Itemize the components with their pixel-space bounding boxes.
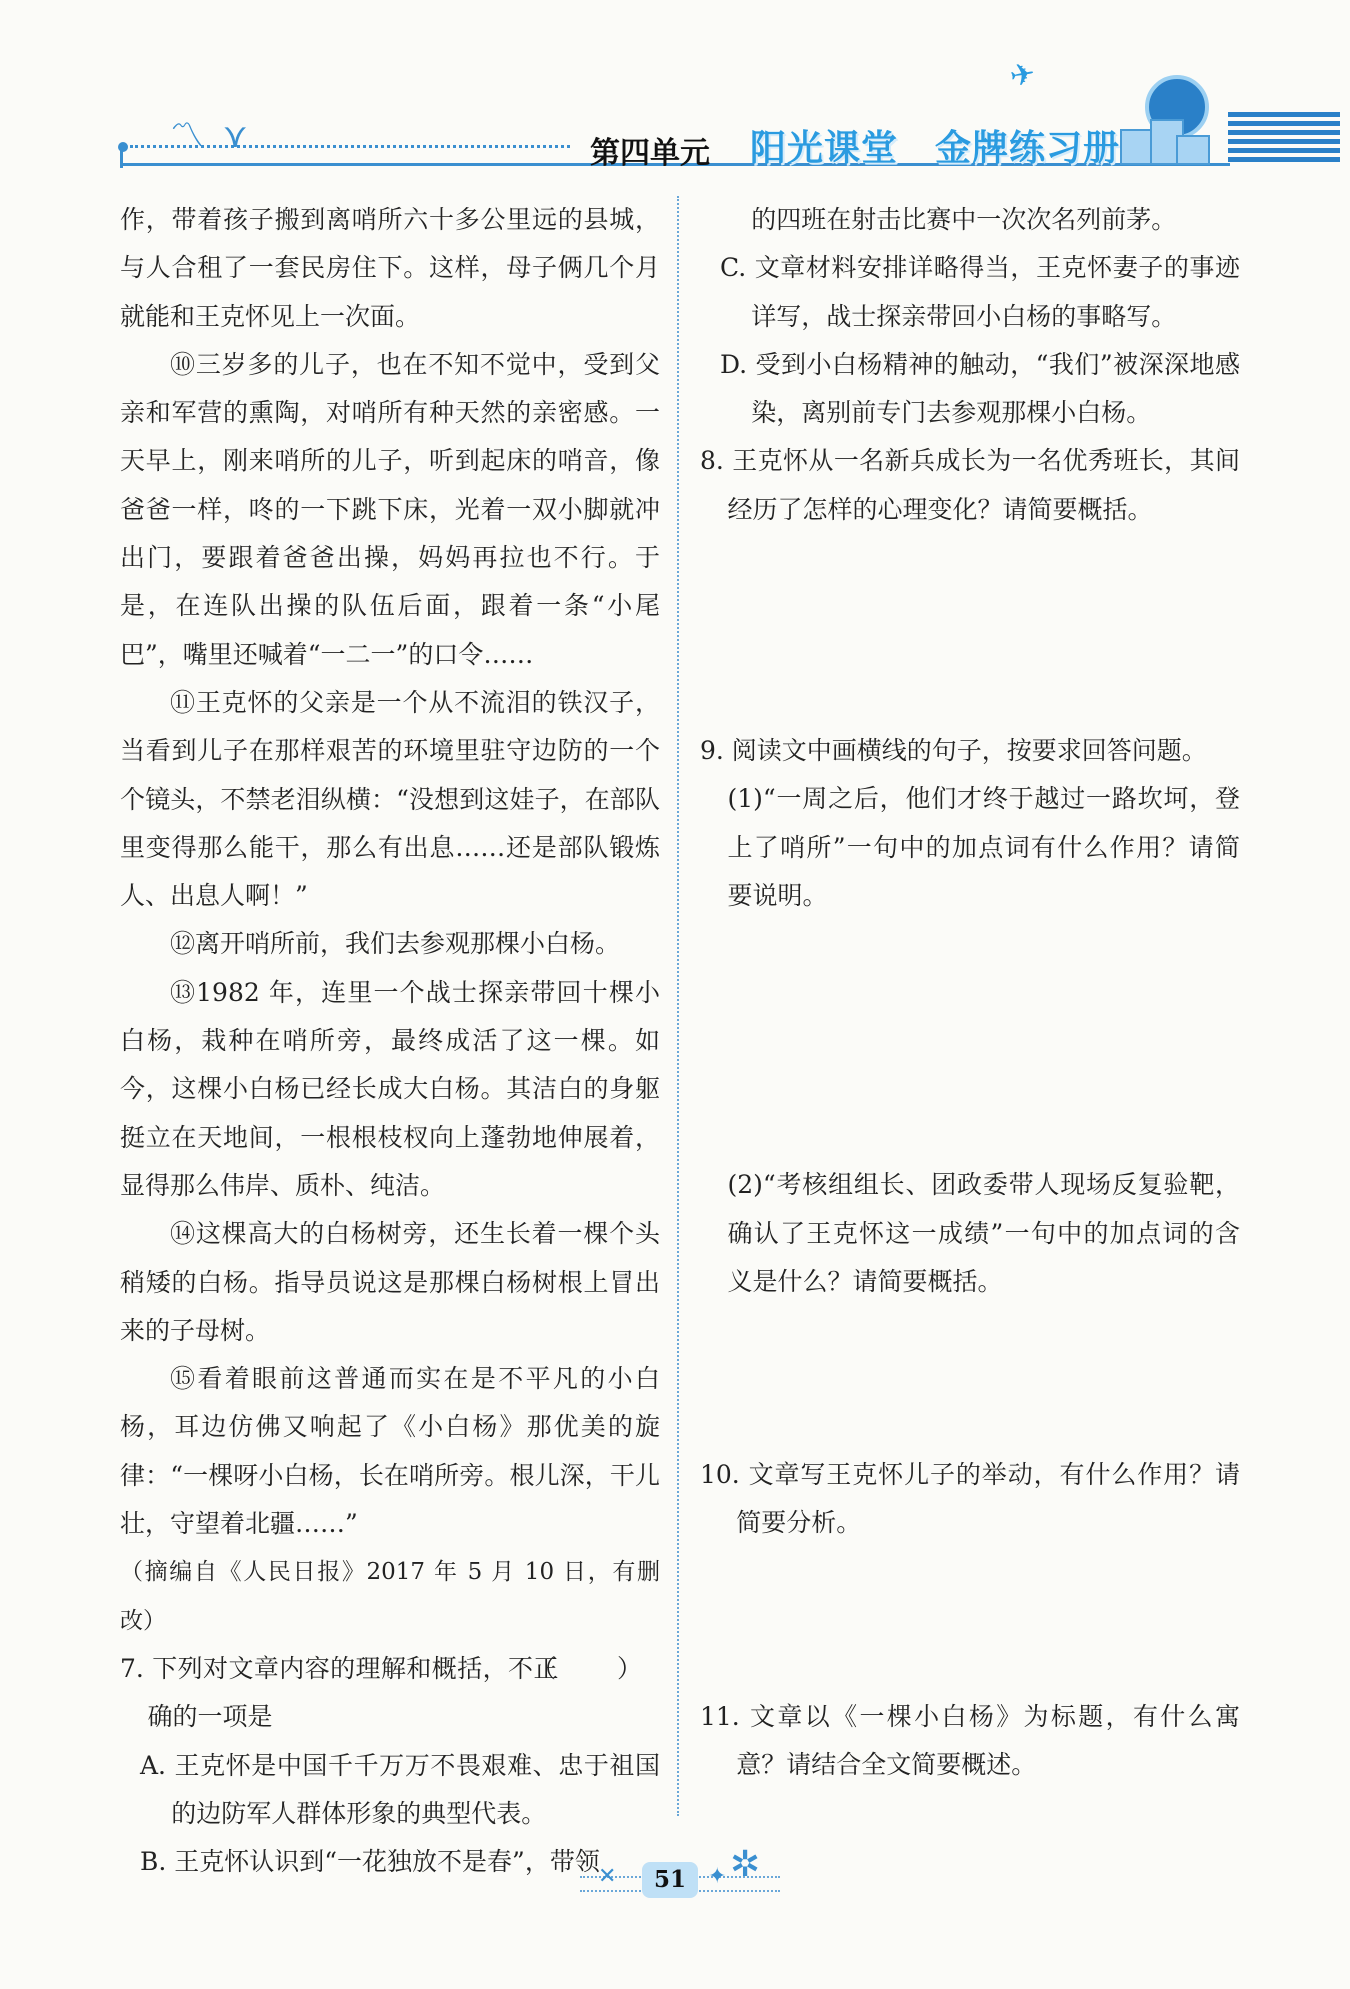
option-a[interactable]: A. 王克怀是中国千千万万不畏艰难、忠于祖国的边防军人群体形象的典型代表。 xyxy=(140,1750,660,1828)
question-9-2: (2)“考核组组长、团政委带人现场反复验靶，确认了王克怀这一成绩”一句中的加点词的含义是什么？请简要概括。 xyxy=(727,1170,1240,1296)
answer-space-9-2[interactable] xyxy=(700,1306,1240,1451)
answer-bracket[interactable]: （ ） xyxy=(530,1653,660,1683)
question-8: 8. 王克怀从一名新兵成长为一名优秀班长，其间经历了怎样的心理变化？请简要概括。 xyxy=(700,446,1240,524)
page-header xyxy=(0,0,1350,180)
question-10: 10. 文章写王克怀儿子的举动，有什么作用？请简要分析。 xyxy=(700,1460,1240,1538)
option-d[interactable]: D. 受到小白杨精神的触动，“我们”被深深地感染，离别前专门去参观那棵小白杨。 xyxy=(720,349,1240,428)
paragraph-12: ⑫离开哨所前，我们去参观那棵小白杨。 xyxy=(170,929,621,959)
paragraph-14: ⑭这棵高大的白杨树旁，还生长着一棵个头稍矮的白杨。指导员说这是那棵白杨树根上冒出来的子母树。 xyxy=(120,1219,660,1345)
left-column xyxy=(120,196,660,1886)
header-stripes xyxy=(1228,112,1340,168)
unit-label: 第四单元 xyxy=(590,136,710,171)
question-7-text: 7. 下列对文章内容的理解和概括，不正确的一项是 xyxy=(120,1653,559,1732)
answer-space-8[interactable] xyxy=(700,534,1240,727)
series-title: 阳光课堂 金牌练习册 xyxy=(750,128,1121,169)
paragraph-10: ⑩三岁多的儿子，也在不知不觉中，受到父亲和军营的熏陶，对哨所有种天然的亲密感。一天早上，刚来哨所的儿子，听到起床的哨音，像爸爸一样，咚的一下跳下床，光着一双小脚就冲出门，要跟着爸爸出操，妈妈再拉也不行。于是，在连队出操的队伍后面，跟着一条“小尾巴”，嘴里还喊着“一二一”的口令…… xyxy=(120,349,660,669)
birds-icon: 〽 ⋎ xyxy=(170,116,252,156)
star-icon: ✦ xyxy=(708,1864,727,1889)
column-divider xyxy=(677,196,679,1816)
paragraph-continued: 作，带着孩子搬到离哨所六十多公里远的县城，与人合租了一套民房住下。这样，母子俩几个月就能和王克怀见上一次面。 xyxy=(120,205,660,331)
page-footer xyxy=(540,1844,820,1910)
question-7 xyxy=(120,1645,660,1742)
page-number: 51 xyxy=(642,1862,698,1898)
question-11: 11. 文章以《一棵小白杨》为标题，有什么寓意？请结合全文简要概述。 xyxy=(700,1701,1240,1780)
palm-tree-icon: ✲ xyxy=(730,1844,761,1885)
right-column xyxy=(700,196,1240,1989)
paragraph-15: ⑮看着眼前这普通而实在是不平凡的小白杨，耳边仿佛又响起了《小白杨》那优美的旋律：“一棵呀小白杨，长在哨所旁。根儿深，干儿壮，守望着北疆……” xyxy=(120,1364,660,1539)
option-b[interactable]: B. 王克怀认识到“一花独放不是春”，带领 xyxy=(140,1847,600,1877)
answer-space-9-1[interactable] xyxy=(700,920,1240,1161)
star-icon: ✕ xyxy=(598,1864,617,1889)
option-c[interactable]: C. 文章材料安排详略得当，王克怀妻子的事迹详写，战士探亲带回小白杨的事略写。 xyxy=(720,253,1240,331)
question-9: 9. 阅读文中画横线的句子，按要求回答问题。 xyxy=(700,736,1207,766)
question-9-1: (1)“一周之后，他们才终于越过一路坎坷，登上了哨所”一句中的加点词有什么作用？请简要说明。 xyxy=(727,784,1240,910)
option-b-continued[interactable]: 的四班在射击比赛中一次次名列前茅。 xyxy=(751,205,1177,234)
source-note: （摘编自《人民日报》2017 年 5 月 10 日，有删改） xyxy=(120,1559,660,1634)
paragraph-11: ⑪王克怀的父亲是一个从不流泪的铁汉子，当看到儿子在那样艰苦的环境里驻守边防的一个个镜头，不禁老泪纵横：“没想到这娃子，在部队里变得那么能干，那么有出息……还是部队锻炼人、出息人啊！” xyxy=(120,687,660,911)
paper-plane-icon: ✈ xyxy=(1007,56,1038,95)
paragraph-13: ⑬1982 年，连里一个战士探亲带回十棵小白杨，栽种在哨所旁，最终成活了这一棵。如今，这棵小白杨已经长成大白杨。其洁白的身躯挺立在天地间，一根根枝杈向上蓬勃地伸展着，显得那么伟岸、质朴、纯洁。 xyxy=(120,977,660,1200)
books-icon xyxy=(1120,115,1210,163)
answer-space-10[interactable] xyxy=(700,1548,1240,1693)
